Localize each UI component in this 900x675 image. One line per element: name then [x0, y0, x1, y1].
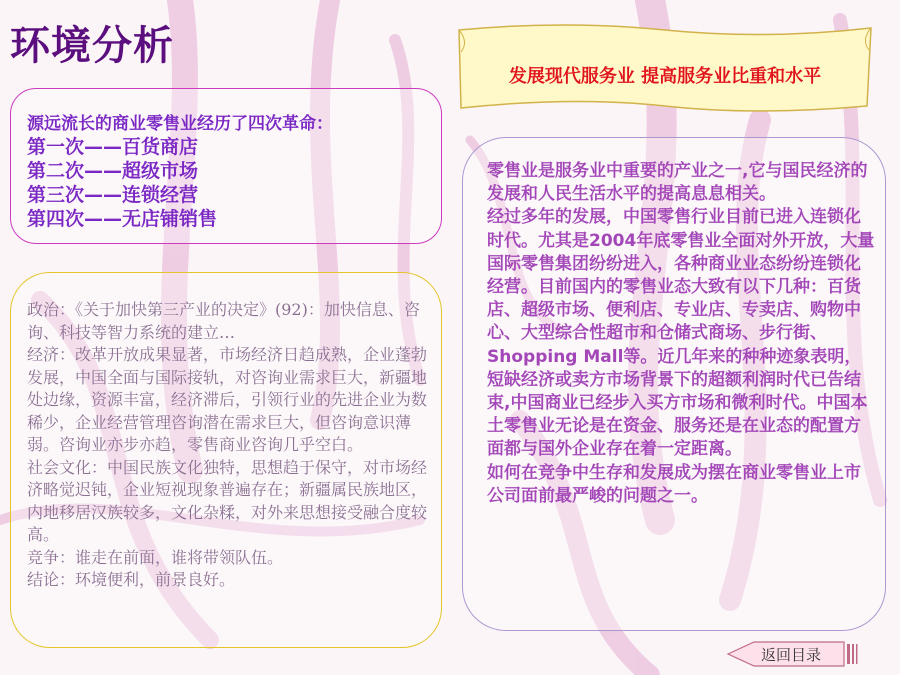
economy-paragraph: 经济：改革开放成果显著，市场经济日趋成熟，企业蓬勃发展，中国全面与国际接轨，对咨询业需求巨大，新疆地处边缘，资源丰富，经济滞后，引领行业的先进企业为数稀少，企业经营管理咨询潜在需求巨大，但咨询意识薄弱。咨询业亦步亦趋，零售商业咨询几乎空白。: [27, 345, 428, 454]
conclusion-paragraph: 结论：环境便利，前景良好。: [27, 570, 236, 589]
social-culture-paragraph: 社会文化：中国民族文化独特，思想趋于保守，对市场经济略觉迟钝，企业短视现象普遍存在；新疆属民族地区，内地移居汉族较多，文化杂糅，对外来思想接受融合度较高。: [27, 457, 428, 544]
back-button-label: 返回目录: [761, 646, 822, 664]
page-title: 环境分析: [10, 23, 174, 69]
retail-paragraph: 零售业是服务业中重要的产业之一,它与国民经济的发展和人民生活水平的提高息息相关。: [487, 161, 868, 205]
slogan-banner: [455, 22, 875, 117]
retail-paragraph: 如何在竞争中生存和发展成为摆在商业零售业上市公司面前最严峻的问题之一。: [487, 462, 861, 506]
back-to-contents-button[interactable]: [726, 640, 858, 668]
revolution-item: 第三次——连锁经营: [27, 184, 199, 206]
politics-paragraph: 政治：《关于加快第三产业的决定》(92)：加快信息、咨询、科技等智力系统的建立…: [27, 300, 420, 342]
revolutions-intro: 源远流长的商业零售业经历了四次革命：: [27, 114, 333, 134]
competition-paragraph: 竞争：谁走在前面，谁将带领队伍。: [27, 547, 284, 567]
environment-analysis-panel: [10, 272, 442, 648]
revolution-item: 第四次——无店铺销售: [27, 208, 218, 230]
retail-paragraph: 经过多年的发展，中国零售行业目前已进入连锁化时代。尤其是2004年底零售业全面对外开放，大量国际零售集团纷纷进入，各种商业业态纷纷连锁化经营。目前国内的零售业态大致有以下几种：百货店、超级市场、便利店、专业店、专卖店、购物中心、大型综合性超市和仓储式商场、步行街、Shopping Mall等。近几年来的种种迹象表明，短缺经济或卖方市场背景下的超额利润时代已告结束,中国商业已经步入买方市场和微利时代。中国本土零售业无论是在资金、服务还是在业态的配置方面都与国外企业存在着一定距离。: [487, 207, 875, 460]
retail-revolutions-panel: [10, 88, 442, 244]
revolution-item: 第二次——超级市场: [27, 160, 199, 182]
banner-text: 发展现代服务业 提高服务业比重和水平: [508, 66, 822, 87]
retail-industry-panel: [462, 137, 886, 631]
revolution-item: 第一次——百货商店: [27, 136, 199, 158]
